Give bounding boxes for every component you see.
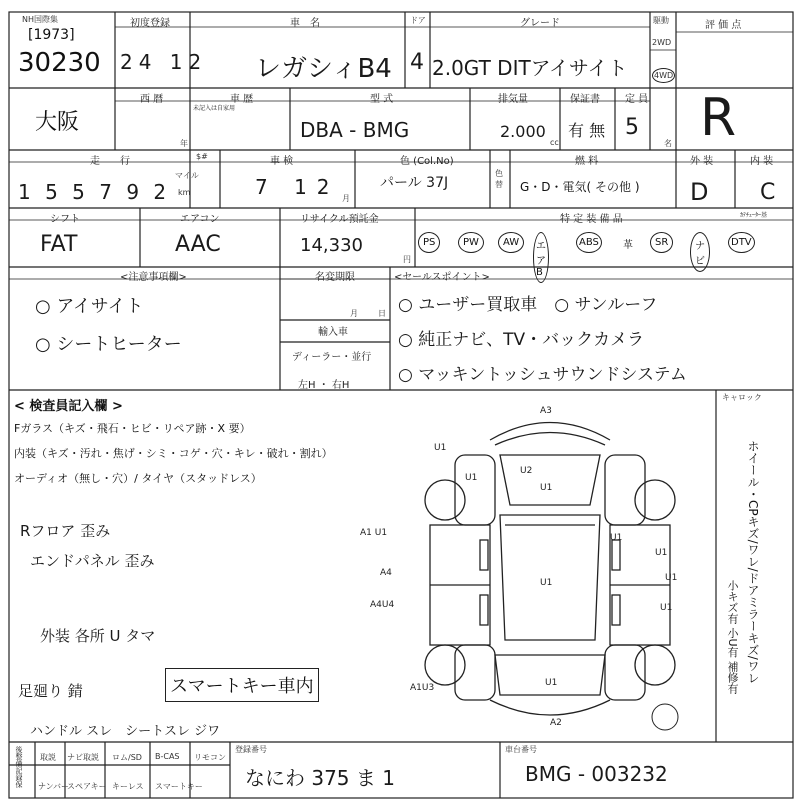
equipment-leather: 革 — [623, 240, 633, 251]
inspector-title: < 検査員記入欄 > — [14, 399, 123, 414]
equip-bcas: B-CAS — [155, 752, 180, 761]
handwritten-note-3: 外装 各所 U タマ — [40, 627, 156, 645]
exterior-value: D — [690, 178, 709, 206]
aircon-label: エアコン — [180, 214, 220, 225]
interior-value: C — [760, 180, 776, 205]
bottom-left-chars: 後整備記録保 — [15, 746, 23, 788]
dollar-label: $# — [196, 152, 208, 161]
location: 大阪 — [35, 110, 80, 135]
mileage-label: 走 行 — [90, 156, 130, 167]
model-value: DBA - BMG — [300, 118, 410, 142]
mileage-unit-km: km — [178, 188, 191, 197]
recycle-label: リサイクル預託金 — [300, 214, 379, 225]
rear-bumper — [490, 700, 610, 715]
import-label: 輸入車 — [318, 327, 348, 338]
color-label: 色 (Col.No) — [400, 156, 454, 167]
color-change-label: 色替 — [495, 169, 503, 189]
interior-label: 内 装 — [750, 156, 774, 167]
name-change-month: 月 — [350, 309, 358, 318]
equipment-label: 特 定 装 備 品 — [560, 214, 623, 225]
shareki-label: 車 歴 — [230, 94, 254, 105]
inspection-value: 7 12 — [255, 175, 340, 199]
car-name-label: 車 名 — [290, 18, 320, 29]
capacity-value: 5 — [625, 115, 639, 140]
handle-label: 左H ・ 右H — [298, 380, 350, 391]
hood — [500, 455, 600, 505]
displacement-label: 排気量 — [498, 94, 528, 105]
aircon-value: AAC — [175, 232, 221, 257]
caution-item-1: ○ アイサイト — [35, 296, 144, 317]
warranty-value: 有 無 — [568, 121, 606, 140]
shareki-note: 未記入は自家用 — [193, 105, 236, 112]
fuel-label: 燃 料 — [575, 156, 599, 167]
mark-right-side-2: U1 — [665, 573, 678, 583]
year-code: [1973] — [28, 27, 75, 43]
lot-number: 30230 — [18, 48, 101, 78]
mark-left-rear-door: A4U4 — [370, 600, 395, 610]
sales-item-2: ○ 純正ナビ、TV・バックカメラ — [398, 330, 645, 350]
sales-item-3: ○ マッキントッシュサウンドシステム — [398, 365, 687, 385]
cc-unit: cc — [550, 138, 559, 147]
drive-2wd: 2WD — [652, 38, 672, 47]
drive-label: 駆動 — [653, 16, 669, 25]
drive-4wd: 4WD — [652, 68, 675, 83]
equip-spare-key: スペアキー — [67, 782, 107, 791]
yen-unit: 円 — [403, 255, 411, 264]
equip-smartkey: スマートキー — [155, 782, 203, 791]
equip-keyless: キーレス — [112, 782, 144, 791]
mark-right-side-3: U1 — [660, 603, 673, 613]
first-reg-value: 24 12 — [120, 50, 208, 74]
smartkey-box: スマートキー車内 — [165, 668, 319, 702]
wheel-front-right — [635, 480, 675, 520]
caution-label: <注意事項欄> — [120, 272, 187, 283]
grade-label: グレード — [520, 18, 560, 29]
wheel-rear-right — [635, 645, 675, 685]
inspection-label: 車 検 — [270, 156, 294, 167]
equipment-ps: PS — [418, 232, 440, 253]
mark-bumper-top: U2 — [520, 466, 533, 476]
door-label: ドア — [410, 16, 426, 25]
chassis-label: 車台番号 — [505, 745, 537, 754]
rating-label: 評 価 点 — [705, 20, 742, 31]
equipment-dtv: DTV — [728, 232, 755, 253]
front-bumper — [490, 423, 610, 441]
name-change-label: 名変期限 — [315, 272, 355, 283]
equip-manual: 取説 — [40, 753, 56, 762]
grade-value: 2.0GT DITアイサイト — [432, 56, 628, 80]
equip-number: ナンバー — [38, 782, 70, 791]
name-change-day: 日 — [378, 309, 386, 318]
seireki-label: 西 暦 — [140, 94, 164, 105]
mark-rear-bumper: A2 — [550, 718, 562, 728]
car-diagram — [360, 395, 720, 740]
fuel-value: G・D・電気( その他 ) — [520, 180, 640, 194]
equipment-abs: ABS — [576, 232, 602, 253]
car-name-value: レガシィB4 — [255, 54, 392, 84]
year-char: 年 — [180, 139, 188, 148]
mark-left-rear: A1U3 — [410, 683, 435, 693]
chassis-value: BMG - 003232 — [525, 762, 668, 786]
side-text: ホイール・CPキズ/ワレ/ドアミラーキズ/ワレ — [746, 440, 760, 684]
mark-roof: U1 — [540, 578, 553, 588]
sales-item-1: ○ ユーザー買取車 ○ サンルーフ — [398, 295, 658, 315]
mark-right-front-door: U1 — [610, 533, 623, 543]
equip-navi-manual: ナビ取説 — [67, 753, 99, 762]
caution-item-2: ○ シートヒーター — [35, 334, 182, 355]
inspector-line-2: 内装（キズ・汚れ・焦げ・シミ・コゲ・穴・キレ・破れ・割れ） — [14, 447, 333, 460]
equipment-pw: PW — [458, 232, 484, 253]
sales-label: <セールスポイント> — [394, 272, 490, 283]
equipment-aw: AW — [498, 232, 524, 253]
mark-right-side-1: U1 — [655, 548, 668, 558]
equipment-airbag: エアB — [533, 232, 549, 283]
checker-label: ｶﾃﾁｪｰﾀｰ基 — [740, 212, 768, 219]
handwritten-note-4: 足廻り 錆 — [18, 682, 83, 700]
reg-label: 登録番号 — [235, 745, 267, 754]
carlock-label: キャロック — [722, 393, 762, 402]
handwritten-note-5: ハンドル スレ シートスレ ジワ — [30, 724, 221, 739]
mileage-value: 1 5 5 7 9 2 — [18, 180, 171, 204]
wheel-rear-left — [425, 645, 465, 685]
mark-front-left-wheel: U1 — [434, 443, 447, 453]
dealer-label: ディーラー・並行 — [292, 352, 372, 363]
warranty-label: 保証書 — [570, 94, 600, 105]
mark-left-a4: A4 — [380, 568, 392, 578]
form-code: NH国際集 — [22, 15, 58, 24]
displacement-value: 2.000 — [500, 122, 546, 141]
mileage-unit-mile: マイル — [175, 171, 199, 180]
mark-left-front-door: A1 U1 — [360, 528, 388, 538]
side-text-2: 小キズ有 小U有 補修有 — [726, 580, 739, 695]
mark-hood: U1 — [540, 483, 553, 493]
equip-rom: ロム/SD — [112, 753, 142, 762]
handwritten-note-1: Rフロア 歪み — [20, 522, 111, 540]
rating-value: R — [700, 88, 737, 148]
recycle-value: 14,330 — [300, 235, 363, 256]
inspector-line-3: オーディオ（無し・穴）/ タイヤ（スタッドレス） — [14, 472, 262, 485]
mark-front: A3 — [540, 406, 552, 416]
first-reg-label: 初度登録 — [130, 18, 170, 29]
equipment-sr: SR — [650, 232, 673, 253]
model-label: 型 式 — [370, 94, 394, 105]
person-unit: 名 — [664, 139, 672, 148]
door-value: 4 — [410, 50, 424, 75]
shift-value: FAT — [40, 232, 78, 257]
mark-trunk: U1 — [545, 678, 558, 688]
diagram-circle — [652, 704, 678, 730]
right-front-fender — [605, 455, 645, 525]
equip-remote: リモコン — [194, 753, 226, 762]
inspector-line-1: Fガラス（キズ・飛石・ヒビ・リペア跡・X 要） — [14, 422, 251, 435]
mark-left-front: U1 — [465, 473, 478, 483]
reg-value: なにわ 375 ま 1 — [245, 766, 395, 790]
color-value: パール 37J — [380, 175, 449, 191]
exterior-label: 外 装 — [690, 156, 714, 167]
month-char: 月 — [342, 194, 350, 203]
capacity-label: 定 員 — [625, 94, 649, 105]
left-front-fender — [455, 455, 495, 525]
shift-label: シフト — [50, 214, 80, 225]
wheel-front-left — [425, 480, 465, 520]
equipment-navi: ナビ — [690, 232, 710, 272]
handwritten-note-2: エンドパネル 歪み — [30, 552, 155, 570]
trunk — [495, 655, 605, 695]
